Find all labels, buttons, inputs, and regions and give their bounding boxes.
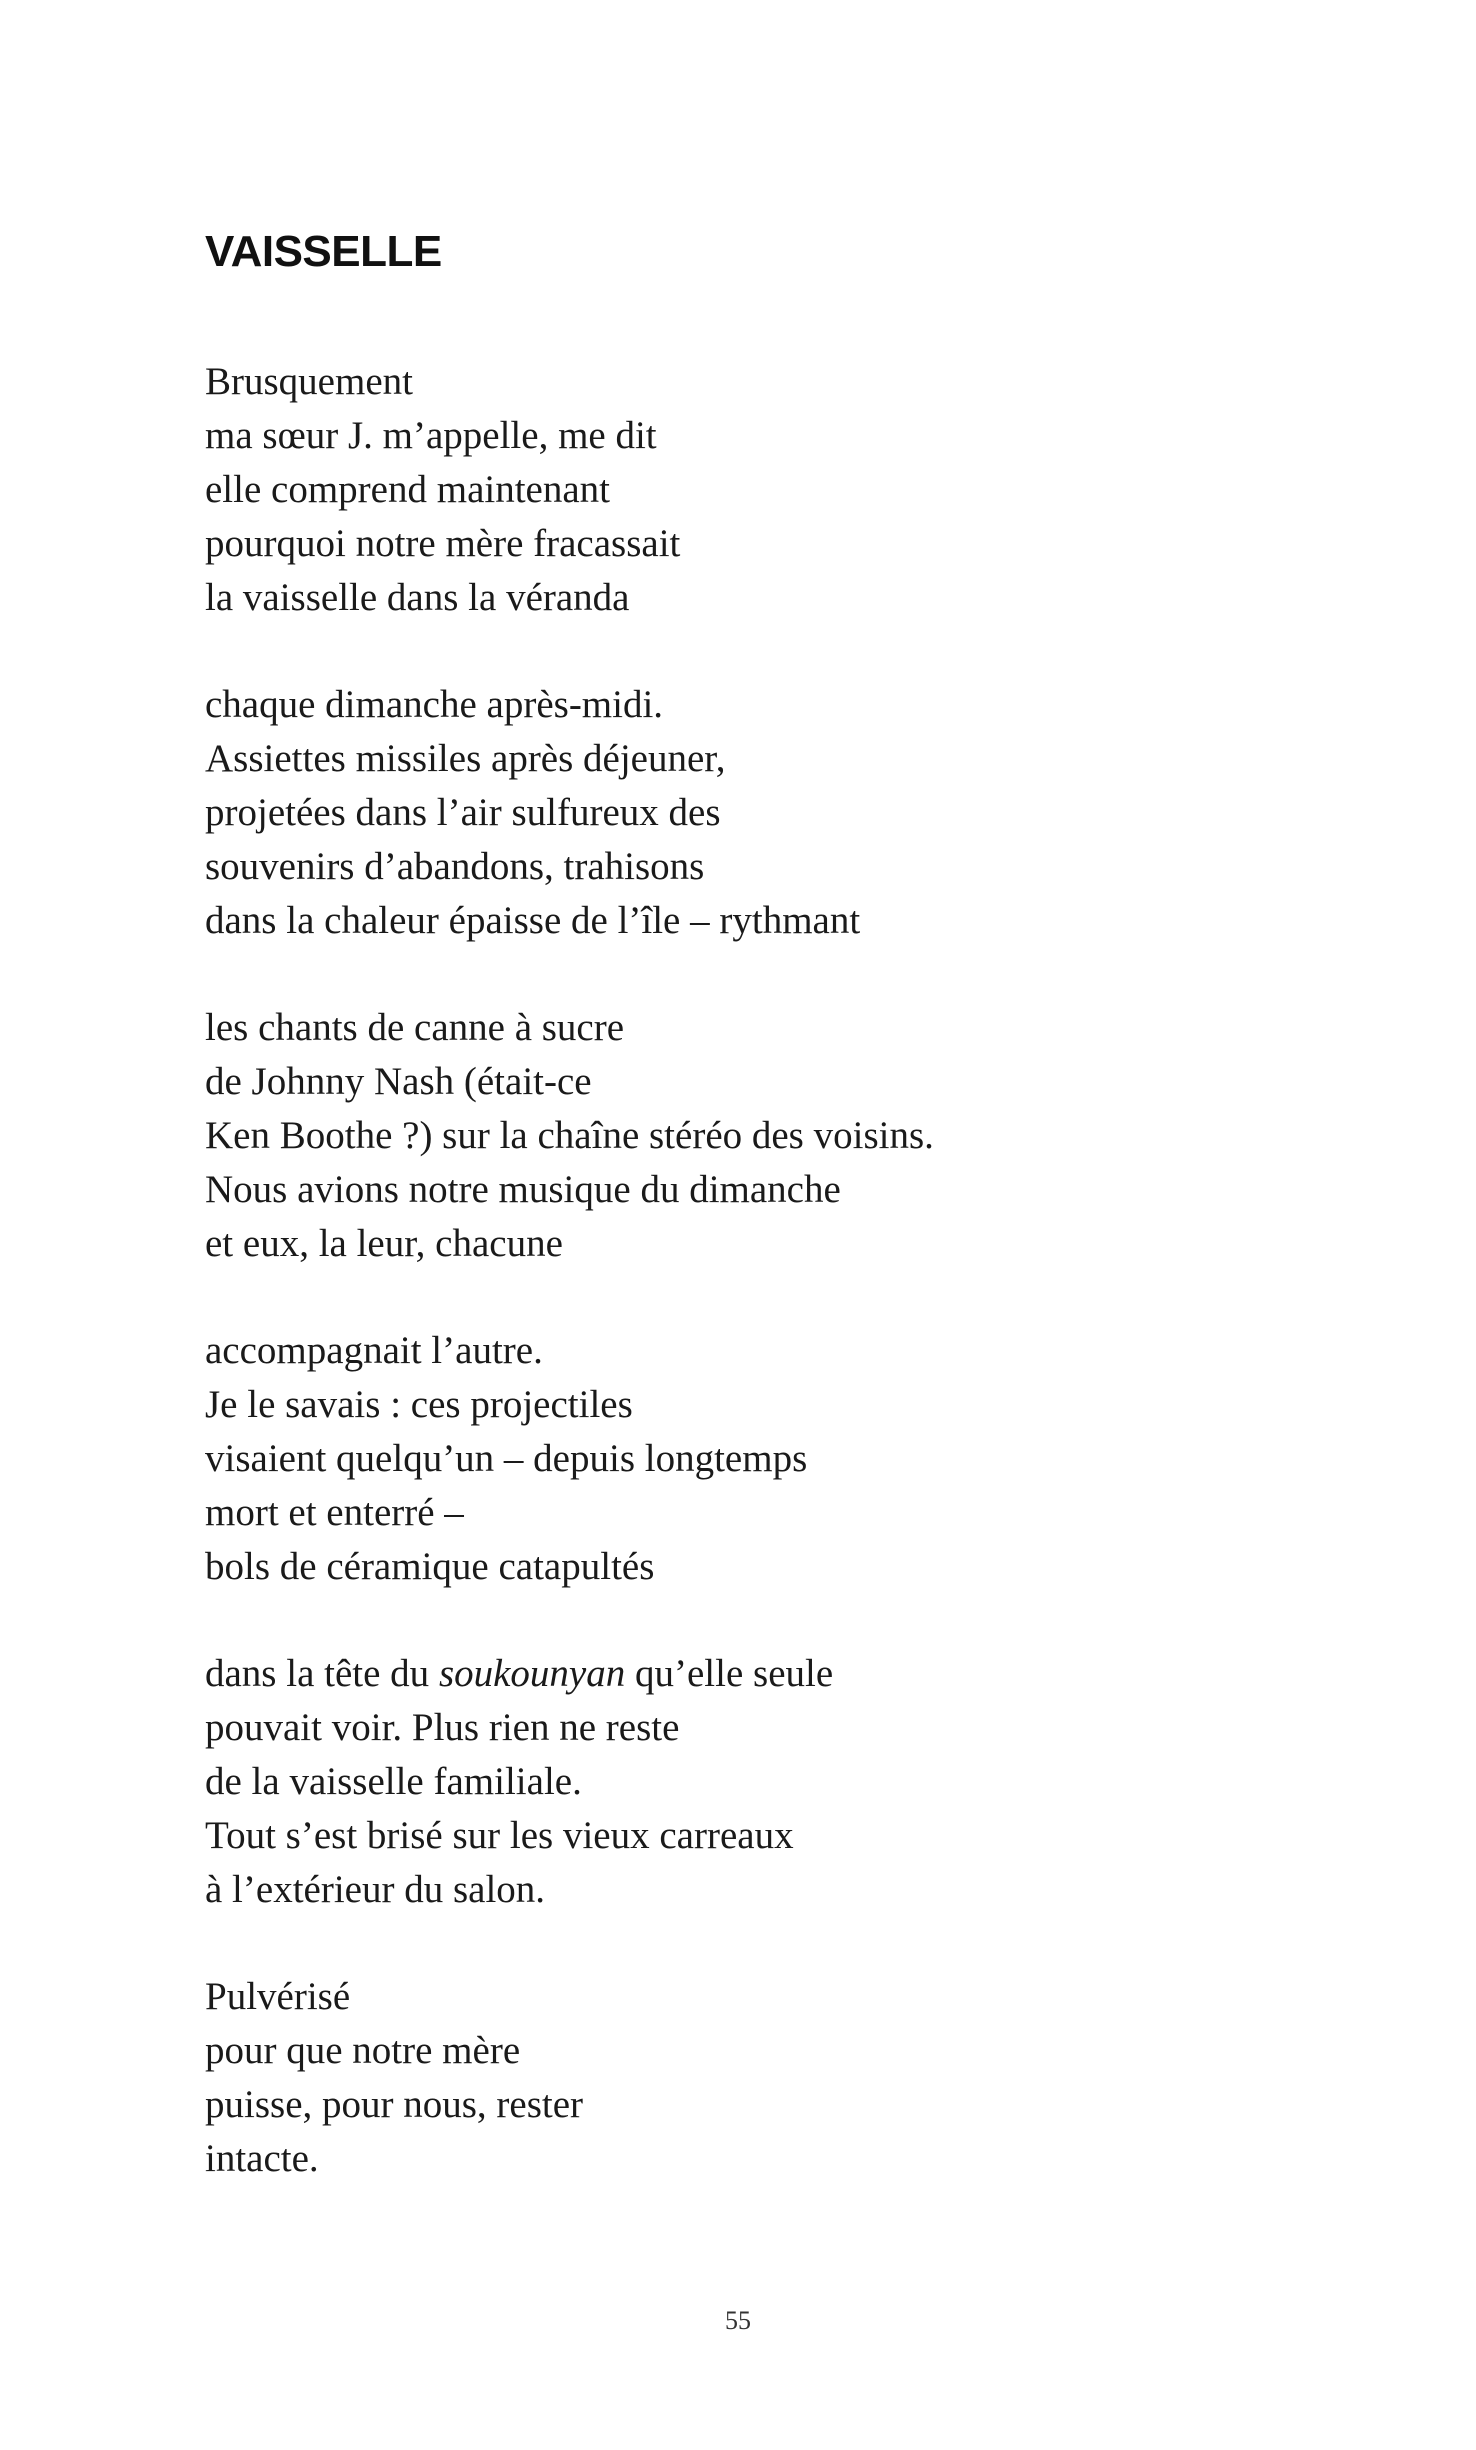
poem-line: souvenirs d’abandons, trahisons: [205, 845, 705, 888]
line-text: dans la tête du: [205, 1652, 439, 1695]
poem-line: pourquoi notre mère fracassait: [205, 522, 681, 565]
stanza: [205, 678, 1305, 948]
poem-line: de la vaisselle familiale.: [205, 1760, 582, 1803]
poem-line: Ken Boothe ?) sur la chaîne stéréo des voisins.: [205, 1114, 934, 1157]
poem-line: et eux, la leur, chacune: [205, 1222, 563, 1265]
line-text: qu’elle seule: [625, 1652, 834, 1695]
poem-line: la vaisselle dans la véranda: [205, 576, 630, 619]
italic-word: soukounyan: [438, 1652, 626, 1695]
poem-line: pouvait voir. Plus rien ne reste: [205, 1706, 680, 1749]
stanza: [205, 1647, 1305, 1917]
poem-line: intacte.: [205, 2137, 319, 2180]
poem-line: ma sœur J. m’appelle, me dit: [205, 414, 657, 457]
poem-line: à l’extérieur du salon.: [205, 1868, 546, 1911]
poem-line: de Johnny Nash (était-ce: [205, 1060, 592, 1103]
poem-line: Brusquement: [205, 360, 413, 403]
poem-line: bols de céramique catapultés: [205, 1545, 655, 1588]
poem-line: puisse, pour nous, rester: [205, 2083, 584, 2126]
poem-line: visaient quelqu’un – depuis longtemps: [205, 1437, 808, 1480]
poem-line: Assiettes missiles après déjeuner,: [205, 737, 726, 780]
page-number: 55: [725, 2306, 751, 2335]
poem-title: VAISSELLE: [205, 227, 442, 276]
poem-line: [205, 1647, 1305, 1701]
poem-body: [205, 355, 1305, 2239]
stanza: [205, 1324, 1305, 1594]
poem-line: accompagnait l’autre.: [205, 1329, 543, 1372]
poem-line: elle comprend maintenant: [205, 468, 611, 511]
poem-line: projetées dans l’air sulfureux des: [205, 791, 721, 834]
poem-line: Pulvérisé: [205, 1975, 351, 2018]
stanza: [205, 1001, 1305, 1271]
poem-line: chaque dimanche après-midi.: [205, 683, 664, 726]
stanza: [205, 355, 1305, 625]
poem-line: dans la chaleur épaisse de l’île – rythmant: [205, 899, 861, 942]
poem-line: Nous avions notre musique du dimanche: [205, 1168, 841, 1211]
poem-line: Tout s’est brisé sur les vieux carreaux: [205, 1814, 794, 1857]
poem-line: Je le savais : ces projectiles: [205, 1383, 633, 1426]
stanza: [205, 1970, 1305, 2186]
poem-line: pour que notre mère: [205, 2029, 521, 2072]
poem-line: les chants de canne à sucre: [205, 1006, 625, 1049]
poem-line: mort et enterré –: [205, 1491, 464, 1534]
